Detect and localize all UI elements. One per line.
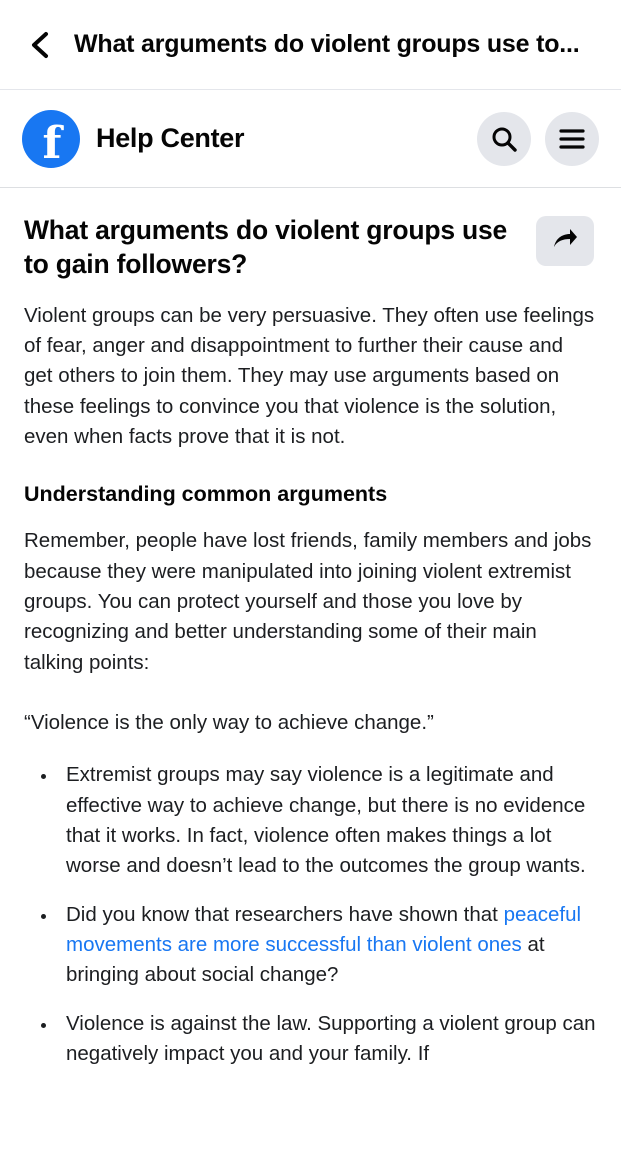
top-navigation-bar xyxy=(0,0,621,90)
list-item-text: Violence is against the law. Supporting a violent group can negatively impact you and your family. If xyxy=(66,1011,596,1066)
help-center-header xyxy=(0,90,621,188)
list-item-text: Did you know that researchers have shown that xyxy=(66,902,504,926)
article-intro-paragraph: Violent groups can be very persuasive. They often use feelings of fear, anger and disappointment to further their cause and get others to join them. They may use arguments based on these feelings to convince you that violence is the solution, even when facts prove that it is not. xyxy=(24,303,595,449)
research-link[interactable]: peaceful movements are more successful than violent ones xyxy=(66,902,582,957)
share-button[interactable] xyxy=(536,216,594,266)
share-arrow-icon xyxy=(551,227,579,256)
list-item xyxy=(58,900,597,991)
clipped-text-row xyxy=(24,1156,597,1172)
search-icon xyxy=(490,125,518,153)
list-item-text: Extremist groups may say violence is a legitimate and effective way to achieve change, but there is no evidence that it works. In fact, violence often makes things a lot worse and doesn’t lead to the outcomes the group wants. xyxy=(66,763,586,878)
menu-button[interactable] xyxy=(545,112,599,166)
facebook-logo-letter: f xyxy=(42,117,62,169)
help-center-brand: Help Center xyxy=(96,123,245,153)
search-button[interactable] xyxy=(477,112,531,166)
list-item-text-tail: at bringing about social change? xyxy=(66,933,545,987)
section-heading: Understanding common arguments xyxy=(24,482,388,507)
header-actions xyxy=(477,112,599,166)
article-title: What arguments do violent groups use to gain followers? xyxy=(24,215,508,279)
back-button[interactable] xyxy=(18,23,62,67)
talking-point-quote: “Violence is the only way to achieve change.” xyxy=(24,711,434,735)
talking-points-list xyxy=(24,760,597,1069)
section-body-paragraph: Remember, people have lost friends, family members and jobs because they were manipulated into joining violent extremist groups. You can protect yourself and those you love by recognizing and better understanding some of their main talking points: xyxy=(24,529,592,674)
article-header-row xyxy=(24,214,597,282)
list-item xyxy=(58,760,597,881)
hamburger-menu-icon xyxy=(558,128,586,150)
article-content xyxy=(0,188,621,1172)
list-item xyxy=(58,1009,597,1070)
chevron-left-icon xyxy=(27,30,53,60)
facebook-logo-icon xyxy=(22,110,80,168)
page-title: What arguments do violent groups use to... xyxy=(74,30,580,58)
